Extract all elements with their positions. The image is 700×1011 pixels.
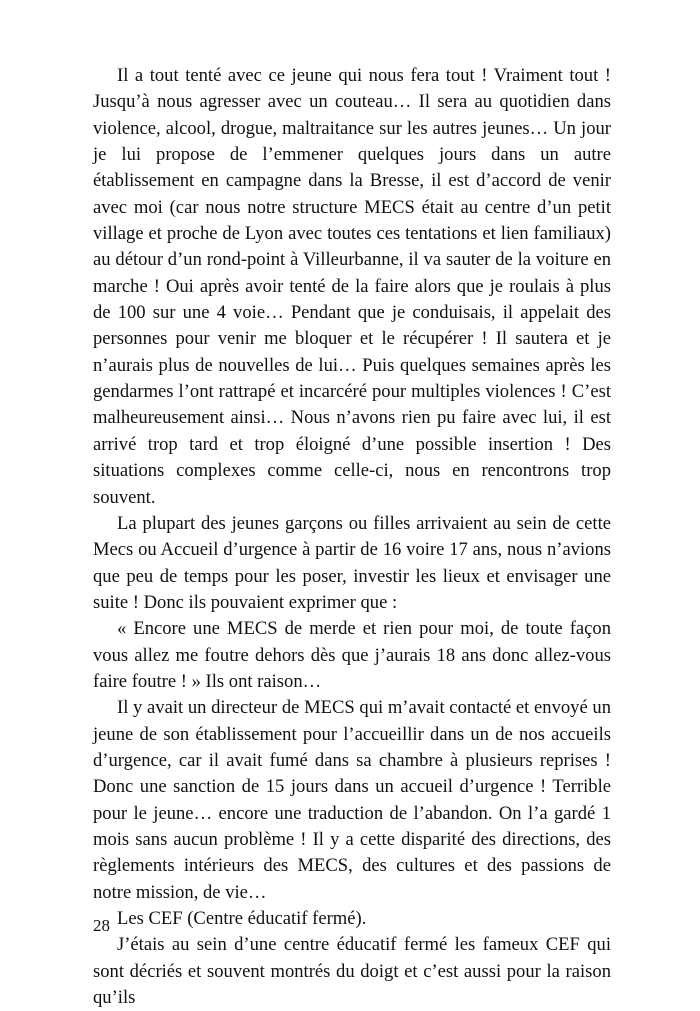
paragraph-4: Il y avait un directeur de MECS qui m’avait contacté et envoyé un jeune de son établissement pour l’accueillir dans un de nos accueils d’urgence, car il avait fumé dans sa chambre à plusieurs reprises ! Donc une sanction de 15 jours dans un accueil d’urgence ! Terrible pour le jeune… encore une traduction de l’abandon. On l’a gardé 1 mois sans aucun problème ! Il y a cette disparité des directions, des règlements intérieurs des MECS, des cultures et des passions de notre mission, de vie…	[93, 697, 611, 903]
page-number: 28	[93, 916, 110, 935]
paragraph-1: Il a tout tenté avec ce jeune qui nous fera tout ! Vraiment tout ! Jusqu’à nous agresser avec un couteau… Il sera au quotidien dans violence, alcool, drogue, maltraitance sur les autres jeunes… Un jour je lui propose de l’emmener quelques jours dans un autre établissement en campagne dans la Bresse, il est d’accord de venir avec moi (car nous notre structure MECS était au centre d’un petit village et proche de Lyon avec toutes ces tentations et lien familiaux) au détour d’un rond-point à Villeurbanne, il va sauter de la voiture en marche ! Oui après avoir tenté de la faire alors que je roulais à plus de 100 sur une 4 voie… Pendant que je conduisais, il appelait des personnes pour venir me bloquer et le récupérer ! Il sautera et je n’aurais plus de nouvelles de lui… Puis quelques semaines après les gendarmes l’ont rattrapé et incarcéré pour multiples violences ! C’est malheureusement ainsi… Nous n’avons rien pu faire avec lui, il est arrivé trop tard et trop éloigné d’une possible insertion ! Des situations complexes comme celle-ci, nous en rencontrons trop souvent.	[93, 65, 611, 508]
paragraph-3: « Encore une MECS de merde et rien pour moi, de toute façon vous allez me foutre dehors dès que j’aurais 18 ans donc allez-vous faire foutre ! » Ils ont raison…	[93, 618, 611, 692]
paragraph-6: J’étais au sein d’une centre éducatif fermé les fameux CEF qui sont décriés et souvent montrés du doigt et c’est aussi pour la raison qu’ils	[93, 934, 611, 1009]
paragraph-2: La plupart des jeunes garçons ou filles arrivaient au sein de cette Mecs ou Accueil d’urgence à partir de 16 voire 17 ans, nous n’avions que peu de temps pour les poser, investir les lieux et envisager une suite ! Donc ils pouvaient exprimer que :	[93, 512, 611, 613]
page-body	[93, 63, 611, 1011]
paragraph-5: Les CEF (Centre éducatif fermé).	[117, 908, 367, 929]
